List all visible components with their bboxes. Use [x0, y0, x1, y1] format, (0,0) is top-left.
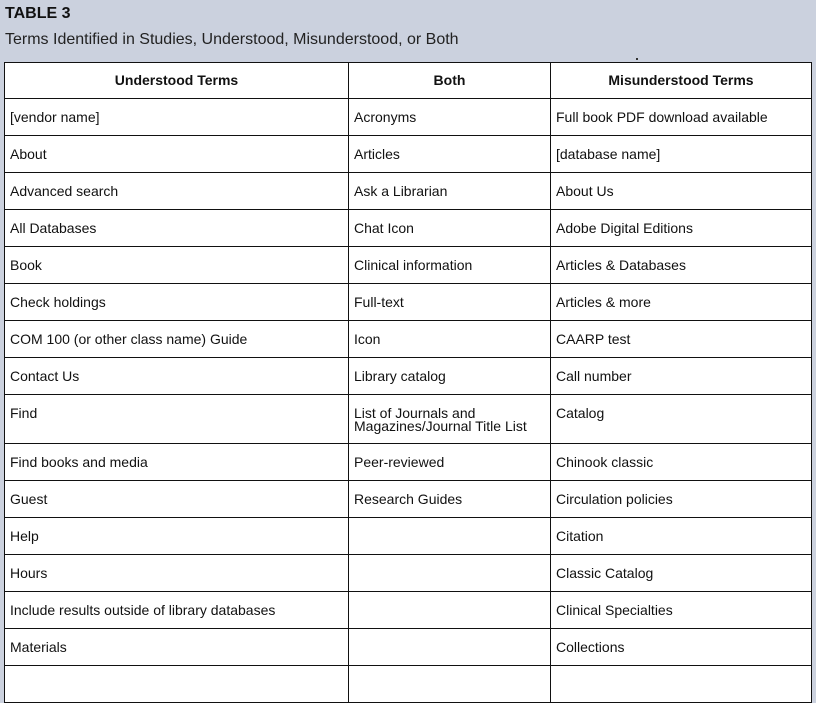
cell-understood: Guest: [5, 481, 349, 518]
table-row: [5, 444, 812, 481]
cell-both: [349, 592, 551, 629]
cell-understood: Check holdings: [5, 284, 349, 321]
table-row: [5, 481, 812, 518]
cell-understood: Find books and media: [5, 444, 349, 481]
table-row: [5, 99, 812, 136]
cell-misunderstood: Classic Catalog: [551, 555, 812, 592]
table-caption: Terms Identified in Studies, Understood, Misunderstood, or Both: [5, 31, 459, 48]
cell-misunderstood: Circulation policies: [551, 481, 812, 518]
cell-both: Peer-reviewed: [349, 444, 551, 481]
header-row: [5, 63, 812, 99]
cell-understood: Help: [5, 518, 349, 555]
table-row: [5, 629, 812, 666]
cell-understood: [5, 666, 349, 703]
cell-understood: About: [5, 136, 349, 173]
table-row: [5, 395, 812, 444]
cell-both: List of Journals and Magazines/Journal Title List: [349, 395, 551, 444]
table-row: [5, 284, 812, 321]
cell-understood: Book: [5, 247, 349, 284]
cell-both: [349, 518, 551, 555]
table-row: [5, 321, 812, 358]
cell-both: Ask a Librarian: [349, 173, 551, 210]
cell-both: Clinical information: [349, 247, 551, 284]
cell-misunderstood: Call number: [551, 358, 812, 395]
header-understood: Understood Terms: [5, 63, 349, 99]
table-row: [5, 247, 812, 284]
cell-both: [349, 666, 551, 703]
cell-misunderstood: [database name]: [551, 136, 812, 173]
header-misunderstood: Misunderstood Terms: [551, 63, 812, 99]
header-both: Both: [349, 63, 551, 99]
cell-both: Articles: [349, 136, 551, 173]
cell-misunderstood: Full book PDF download available: [551, 99, 812, 136]
cell-misunderstood: Adobe Digital Editions: [551, 210, 812, 247]
cell-misunderstood: Catalog: [551, 395, 812, 444]
table-row: [5, 518, 812, 555]
table-row: [5, 173, 812, 210]
cell-both: [349, 555, 551, 592]
cell-both: Research Guides: [349, 481, 551, 518]
cell-misunderstood: Chinook classic: [551, 444, 812, 481]
cell-both: Chat Icon: [349, 210, 551, 247]
cell-understood: Include results outside of library databases: [5, 592, 349, 629]
table-row: [5, 592, 812, 629]
cell-understood: Materials: [5, 629, 349, 666]
table-label: TABLE 3: [5, 5, 71, 22]
cell-understood: COM 100 (or other class name) Guide: [5, 321, 349, 358]
cell-misunderstood: [551, 666, 812, 703]
table-row: [5, 555, 812, 592]
table-row: [5, 358, 812, 395]
cell-both: Full-text: [349, 284, 551, 321]
cell-both: Icon: [349, 321, 551, 358]
cell-misunderstood: Clinical Specialties: [551, 592, 812, 629]
stray-dot: [636, 58, 638, 60]
cell-both: [349, 629, 551, 666]
cell-understood: Find: [5, 395, 349, 444]
cell-misunderstood: Articles & Databases: [551, 247, 812, 284]
cell-understood: Advanced search: [5, 173, 349, 210]
cell-understood: Contact Us: [5, 358, 349, 395]
terms-table: [4, 62, 812, 703]
cell-understood: [vendor name]: [5, 99, 349, 136]
cell-misunderstood: About Us: [551, 173, 812, 210]
table-row: [5, 666, 812, 703]
cell-understood: Hours: [5, 555, 349, 592]
cell-both: Library catalog: [349, 358, 551, 395]
cell-misunderstood: Articles & more: [551, 284, 812, 321]
table-row: [5, 210, 812, 247]
cell-misunderstood: Citation: [551, 518, 812, 555]
cell-misunderstood: CAARP test: [551, 321, 812, 358]
cell-understood: All Databases: [5, 210, 349, 247]
cell-misunderstood: Collections: [551, 629, 812, 666]
table-row: [5, 136, 812, 173]
cell-both: Acronyms: [349, 99, 551, 136]
